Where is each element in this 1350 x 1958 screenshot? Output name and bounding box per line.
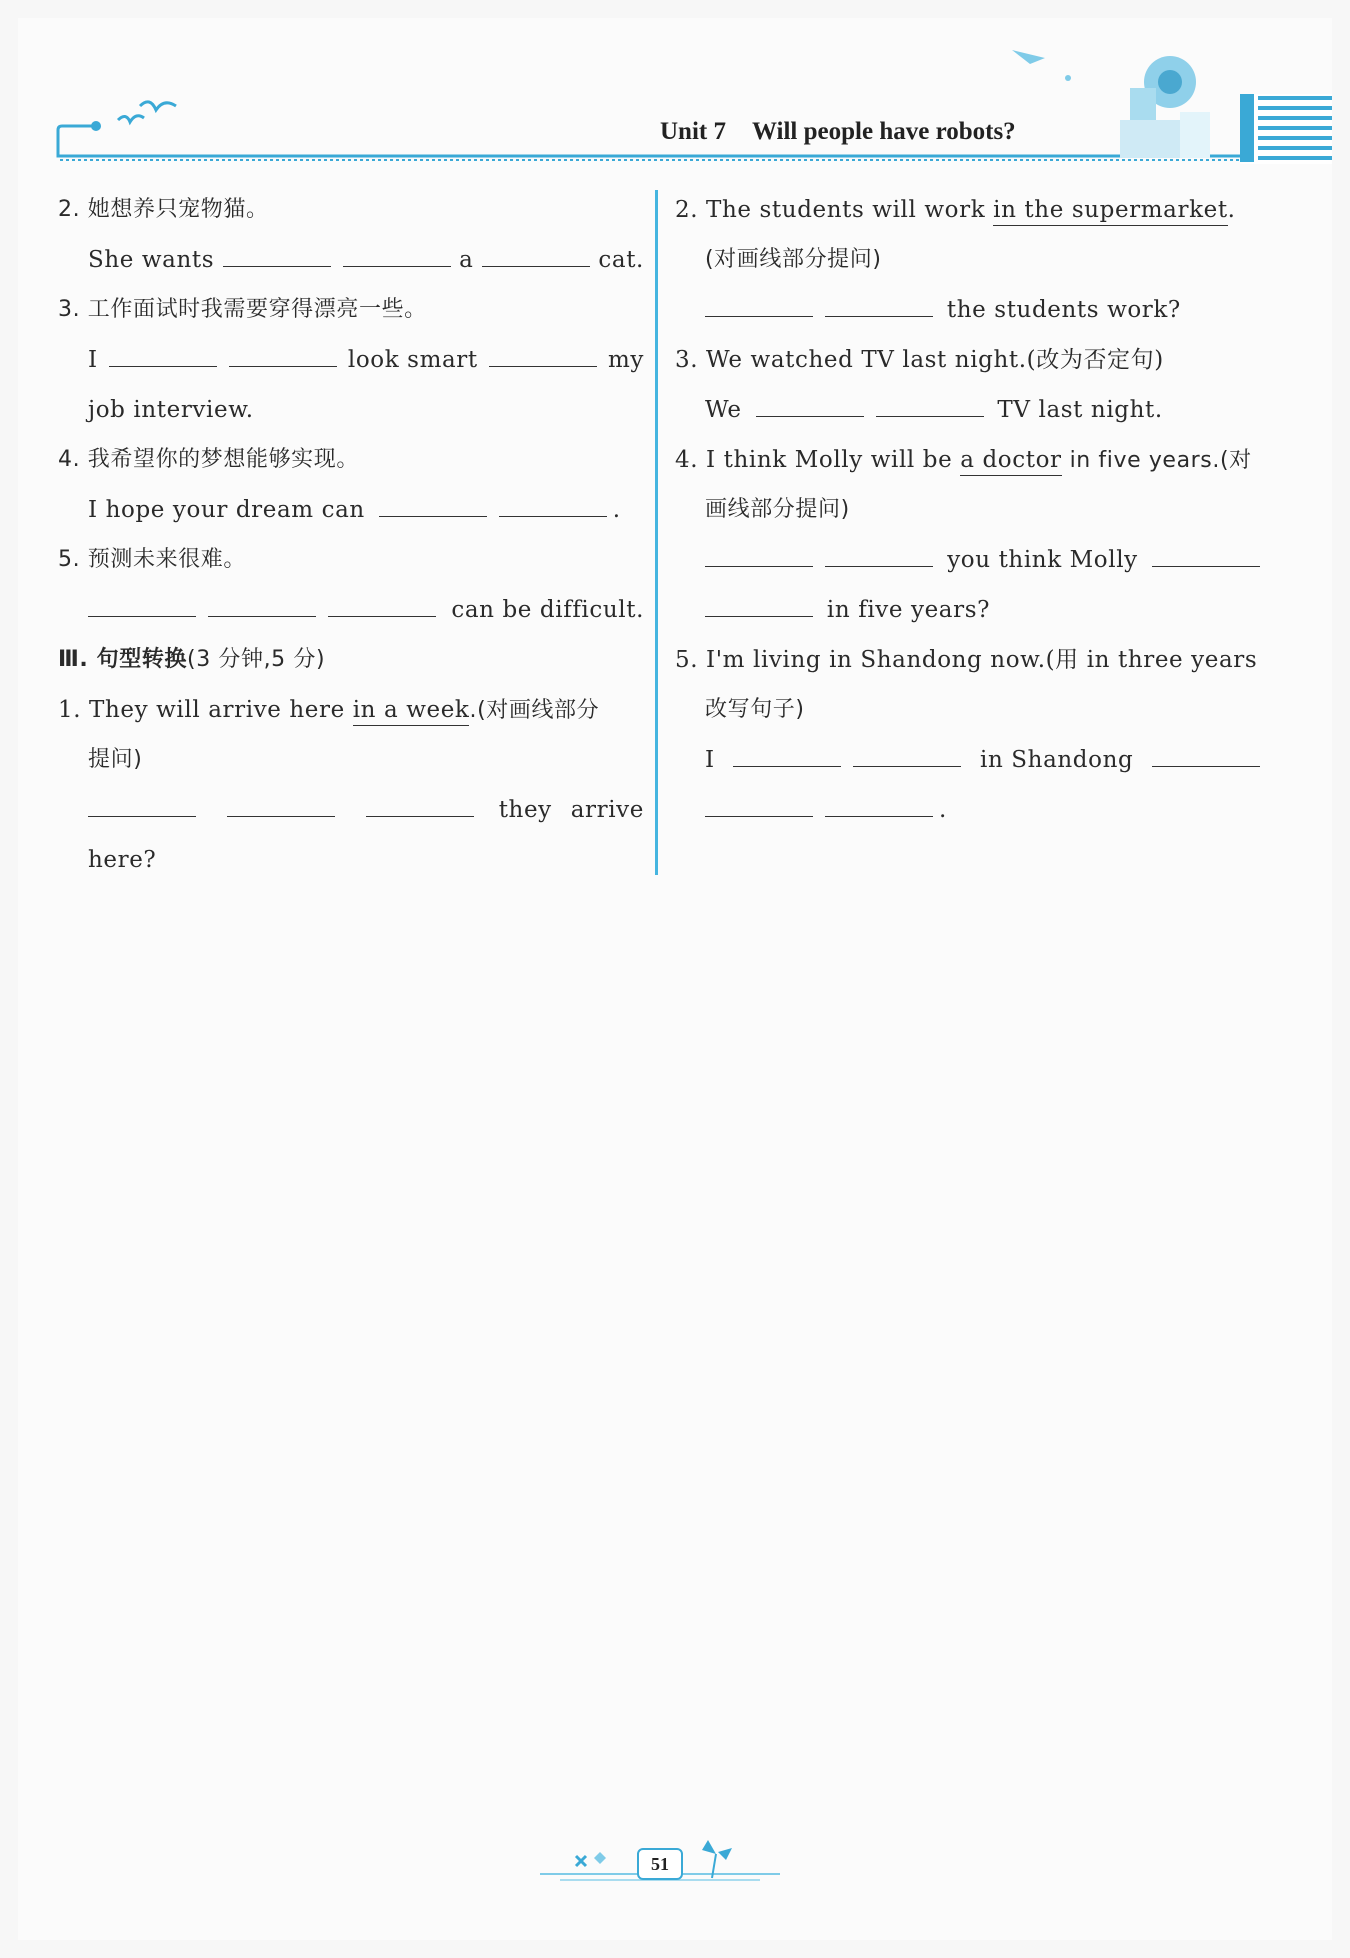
question-text: 4. I think Molly will be (675, 447, 953, 473)
blank-field[interactable] (705, 615, 813, 617)
answer-text: job interview. (88, 397, 254, 423)
unit-title: Will people have robots? (751, 118, 1016, 145)
answer-line (58, 585, 644, 635)
question-line (58, 685, 644, 735)
blank-field[interactable] (733, 765, 841, 767)
question-line (675, 185, 1260, 235)
answer-text: a (459, 247, 474, 273)
question-instruction: (对画线部分提问) (705, 247, 882, 272)
blank-field[interactable] (705, 315, 813, 317)
answer-line (675, 285, 1260, 335)
question-instruction: .(对画线部分 (469, 698, 600, 723)
blank-field[interactable] (109, 365, 217, 367)
header-stripes (1240, 94, 1332, 164)
bird-icon (118, 116, 144, 122)
header-hook-line (58, 126, 660, 156)
blank-field[interactable] (1152, 765, 1260, 767)
answer-line (58, 785, 644, 835)
answer-text: they (498, 797, 552, 823)
blank-field[interactable] (229, 365, 337, 367)
column-divider (655, 190, 658, 875)
pinwheel-icon (702, 1840, 732, 1860)
blank-field[interactable] (705, 565, 813, 567)
right-column (675, 185, 1260, 835)
answer-text: TV last night. (997, 397, 1163, 423)
left-column (58, 185, 644, 885)
section-heading (58, 635, 644, 685)
underlined-phrase: in a week (353, 697, 470, 726)
blank-field[interactable] (366, 815, 474, 817)
blank-field[interactable] (88, 815, 196, 817)
blank-field[interactable] (825, 815, 933, 817)
answer-text: I hope your dream can (88, 497, 365, 523)
answer-text: We (705, 397, 742, 423)
underlined-phrase: a doctor (960, 447, 1061, 476)
blank-field[interactable] (379, 515, 487, 517)
blank-field[interactable] (756, 415, 864, 417)
answer-text: can be difficult. (451, 597, 644, 623)
blank-field[interactable] (482, 265, 590, 267)
question-text: 1. They will arrive here (58, 697, 345, 723)
blank-field[interactable] (825, 315, 933, 317)
answer-text: the students work? (946, 297, 1181, 323)
question-instruction: 画线部分提问) (705, 497, 850, 522)
question-prompt: 5. 预测未来很难。 (58, 547, 246, 572)
pinwheel-icon (594, 1852, 606, 1864)
answer-text: you think Molly (947, 547, 1138, 573)
blank-field[interactable] (223, 265, 331, 267)
answer-text: my (607, 347, 644, 373)
answer-text: I (705, 747, 715, 773)
answer-text: I (88, 347, 98, 373)
answer-line (675, 535, 1260, 585)
answer-text: in five years? (826, 597, 991, 623)
paper-plane-icon (1012, 50, 1045, 64)
blank-field[interactable] (1152, 565, 1260, 567)
blank-field[interactable] (499, 515, 607, 517)
answer-text: arrive (570, 797, 644, 823)
answer-line (675, 385, 1260, 435)
blank-field[interactable] (853, 765, 961, 767)
question-prompt: 4. 我希望你的梦想能够实现。 (58, 447, 359, 472)
answer-text: here? (88, 847, 157, 873)
star-icon (576, 1856, 586, 1866)
answer-line (58, 235, 644, 285)
question-instruction: in five years.(对 (1069, 448, 1252, 473)
robot-illustration-icon (1120, 56, 1210, 158)
answer-text: . (939, 797, 947, 823)
question-prompt: 3. 工作面试时我需要穿得漂亮一些。 (58, 297, 427, 322)
question-text: . (1227, 197, 1236, 223)
underlined-phrase: in the supermarket (993, 197, 1228, 226)
answer-text: cat. (598, 247, 644, 273)
page-footer (540, 1830, 780, 1890)
bird-icon (140, 102, 176, 110)
blank-field[interactable] (825, 565, 933, 567)
question-line (675, 435, 1260, 485)
question-instruction: 改写句子) (705, 697, 805, 722)
answer-text: in Shandong (980, 747, 1134, 773)
unit-label: Unit 7 (660, 118, 726, 145)
question-text: 2. The students will work (675, 197, 986, 223)
question-line: 3. We watched TV last night.(改为否定句) (675, 347, 1164, 373)
answer-line (675, 585, 1260, 635)
answer-text: She wants (88, 247, 215, 273)
page-title (660, 118, 1016, 146)
question-instruction: 提问) (88, 747, 143, 772)
answer-text: look smart (347, 347, 478, 373)
blank-field[interactable] (328, 615, 436, 617)
answer-text: . (612, 497, 621, 523)
blank-field[interactable] (343, 265, 451, 267)
answer-line (675, 785, 1260, 835)
question-prompt: 2. 她想养只宠物猫。 (58, 197, 269, 222)
blank-field[interactable] (208, 615, 316, 617)
blank-field[interactable] (705, 815, 813, 817)
answer-line (58, 335, 644, 385)
answer-line (675, 735, 1260, 785)
question-line: 5. I'm living in Shandong now.(用 in three years (675, 647, 1258, 673)
answer-line (58, 485, 644, 535)
section-subtitle: (3 分钟,5 分) (187, 647, 326, 672)
section-title: Ⅲ. 句型转换 (58, 647, 188, 672)
page-number: 51 (637, 1848, 683, 1880)
blank-field[interactable] (876, 415, 984, 417)
page-header (0, 0, 1350, 170)
blank-field[interactable] (88, 615, 196, 617)
blank-field[interactable] (489, 365, 597, 367)
blank-field[interactable] (227, 815, 335, 817)
